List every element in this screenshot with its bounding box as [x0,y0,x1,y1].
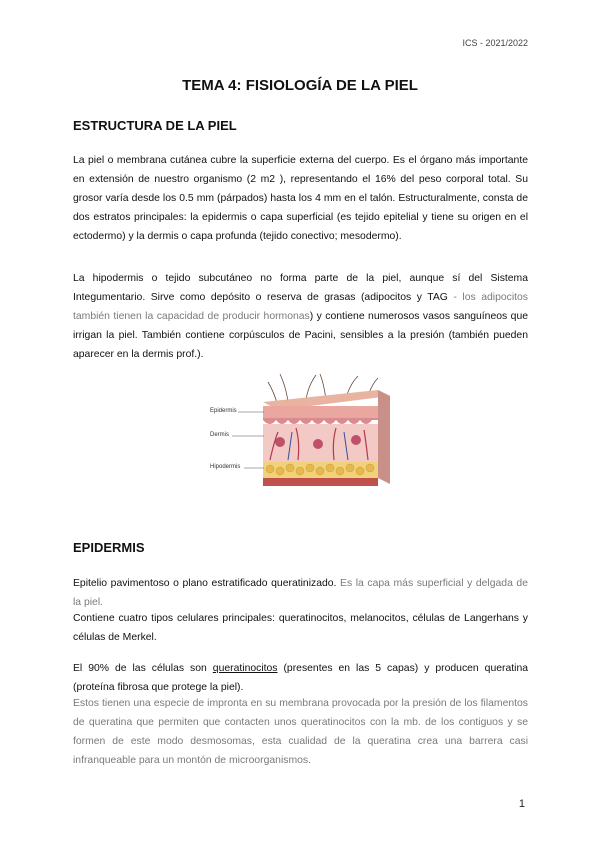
paragraph-hipodermis [73,269,528,364]
paragraph-queratina-gray: Estos tienen una especie de impronta en su membrana provocada por la presión de los filamentos de queratina que permiten que contacten unos queratinocitos con la mb. de los contiguos y se formen de este modo desmosomas, esta cualidad de la queratina crea una barrera casi infranqueable para un montón de microorganismos. [73,698,528,766]
text-segment: El 90% de las células son [73,663,213,674]
gray-note: Es la capa más superficial y delgada de la piel. [73,578,528,608]
label-dermis: Dermis [210,432,229,438]
text-segment: (presentes en las 5 capas) y producen queratina (proteína fibrosa que protege la piel). [73,663,528,693]
paragraph-estructura-1: La piel o membrana cutánea cubre la superficie externa del cuerpo. Es el órgano más importante en extensión de nuestro organismo (2 m2 ), representando el 16% del peso corporal total. Su grosor varía desde los 0.5 mm (párpados) hasta los 4 mm en el talón. Estructuralmente, consta de dos estratos principales: la epidermis o capa superficial (es tejido epitelial y tiene su origen en el ectodermo) y la dermis o capa profunda (tejido conectivo; mesodermo). [73,155,528,242]
paragraph-epidermis-1 [73,574,528,612]
gray-note: - los adipocitos también tienen la capacidad de producir hormonas [73,292,528,322]
paragraph-queratinocitos [73,659,528,697]
paragraph-epidermis-2: Contiene cuatro tipos celulares principales: queratinocitos, melanocitos, células de Langerhans y células de Merkel. [73,613,528,643]
text-segment: ) y contiene numerosos vasos sanguíneos que irrigan la piel. También contiene corpúsculos de Pacini, sensibles a la presión (también pueden aparecer en la dermis prof.). [73,311,529,360]
skin-illustration [208,372,390,492]
page-number: 1 [518,798,525,810]
section-heading-estructura: ESTRUCTURA DE LA PIEL [73,118,237,133]
text-segment: Epitelio pavimentoso o plano estratificado queratinizado. [73,578,337,589]
label-hipodermis: Hipodermis [210,464,241,470]
page-title: TEMA 4: FISIOLOGÍA DE LA PIEL [182,77,418,94]
underlined-term: queratinocitos [212,663,278,674]
label-epidermis: Epidermis [210,408,237,414]
text-segment: La hipodermis o tejido subcutáneo no forma parte de la piel, aunque sí del Sistema Integumentario. Sirve como depósito o reserva de grasas (adipocitos y TAG [73,273,528,303]
course-header: ICS - 2021/2022 [462,38,528,48]
section-heading-epidermis: EPIDERMIS [73,540,145,555]
skin-diagram [208,372,390,492]
